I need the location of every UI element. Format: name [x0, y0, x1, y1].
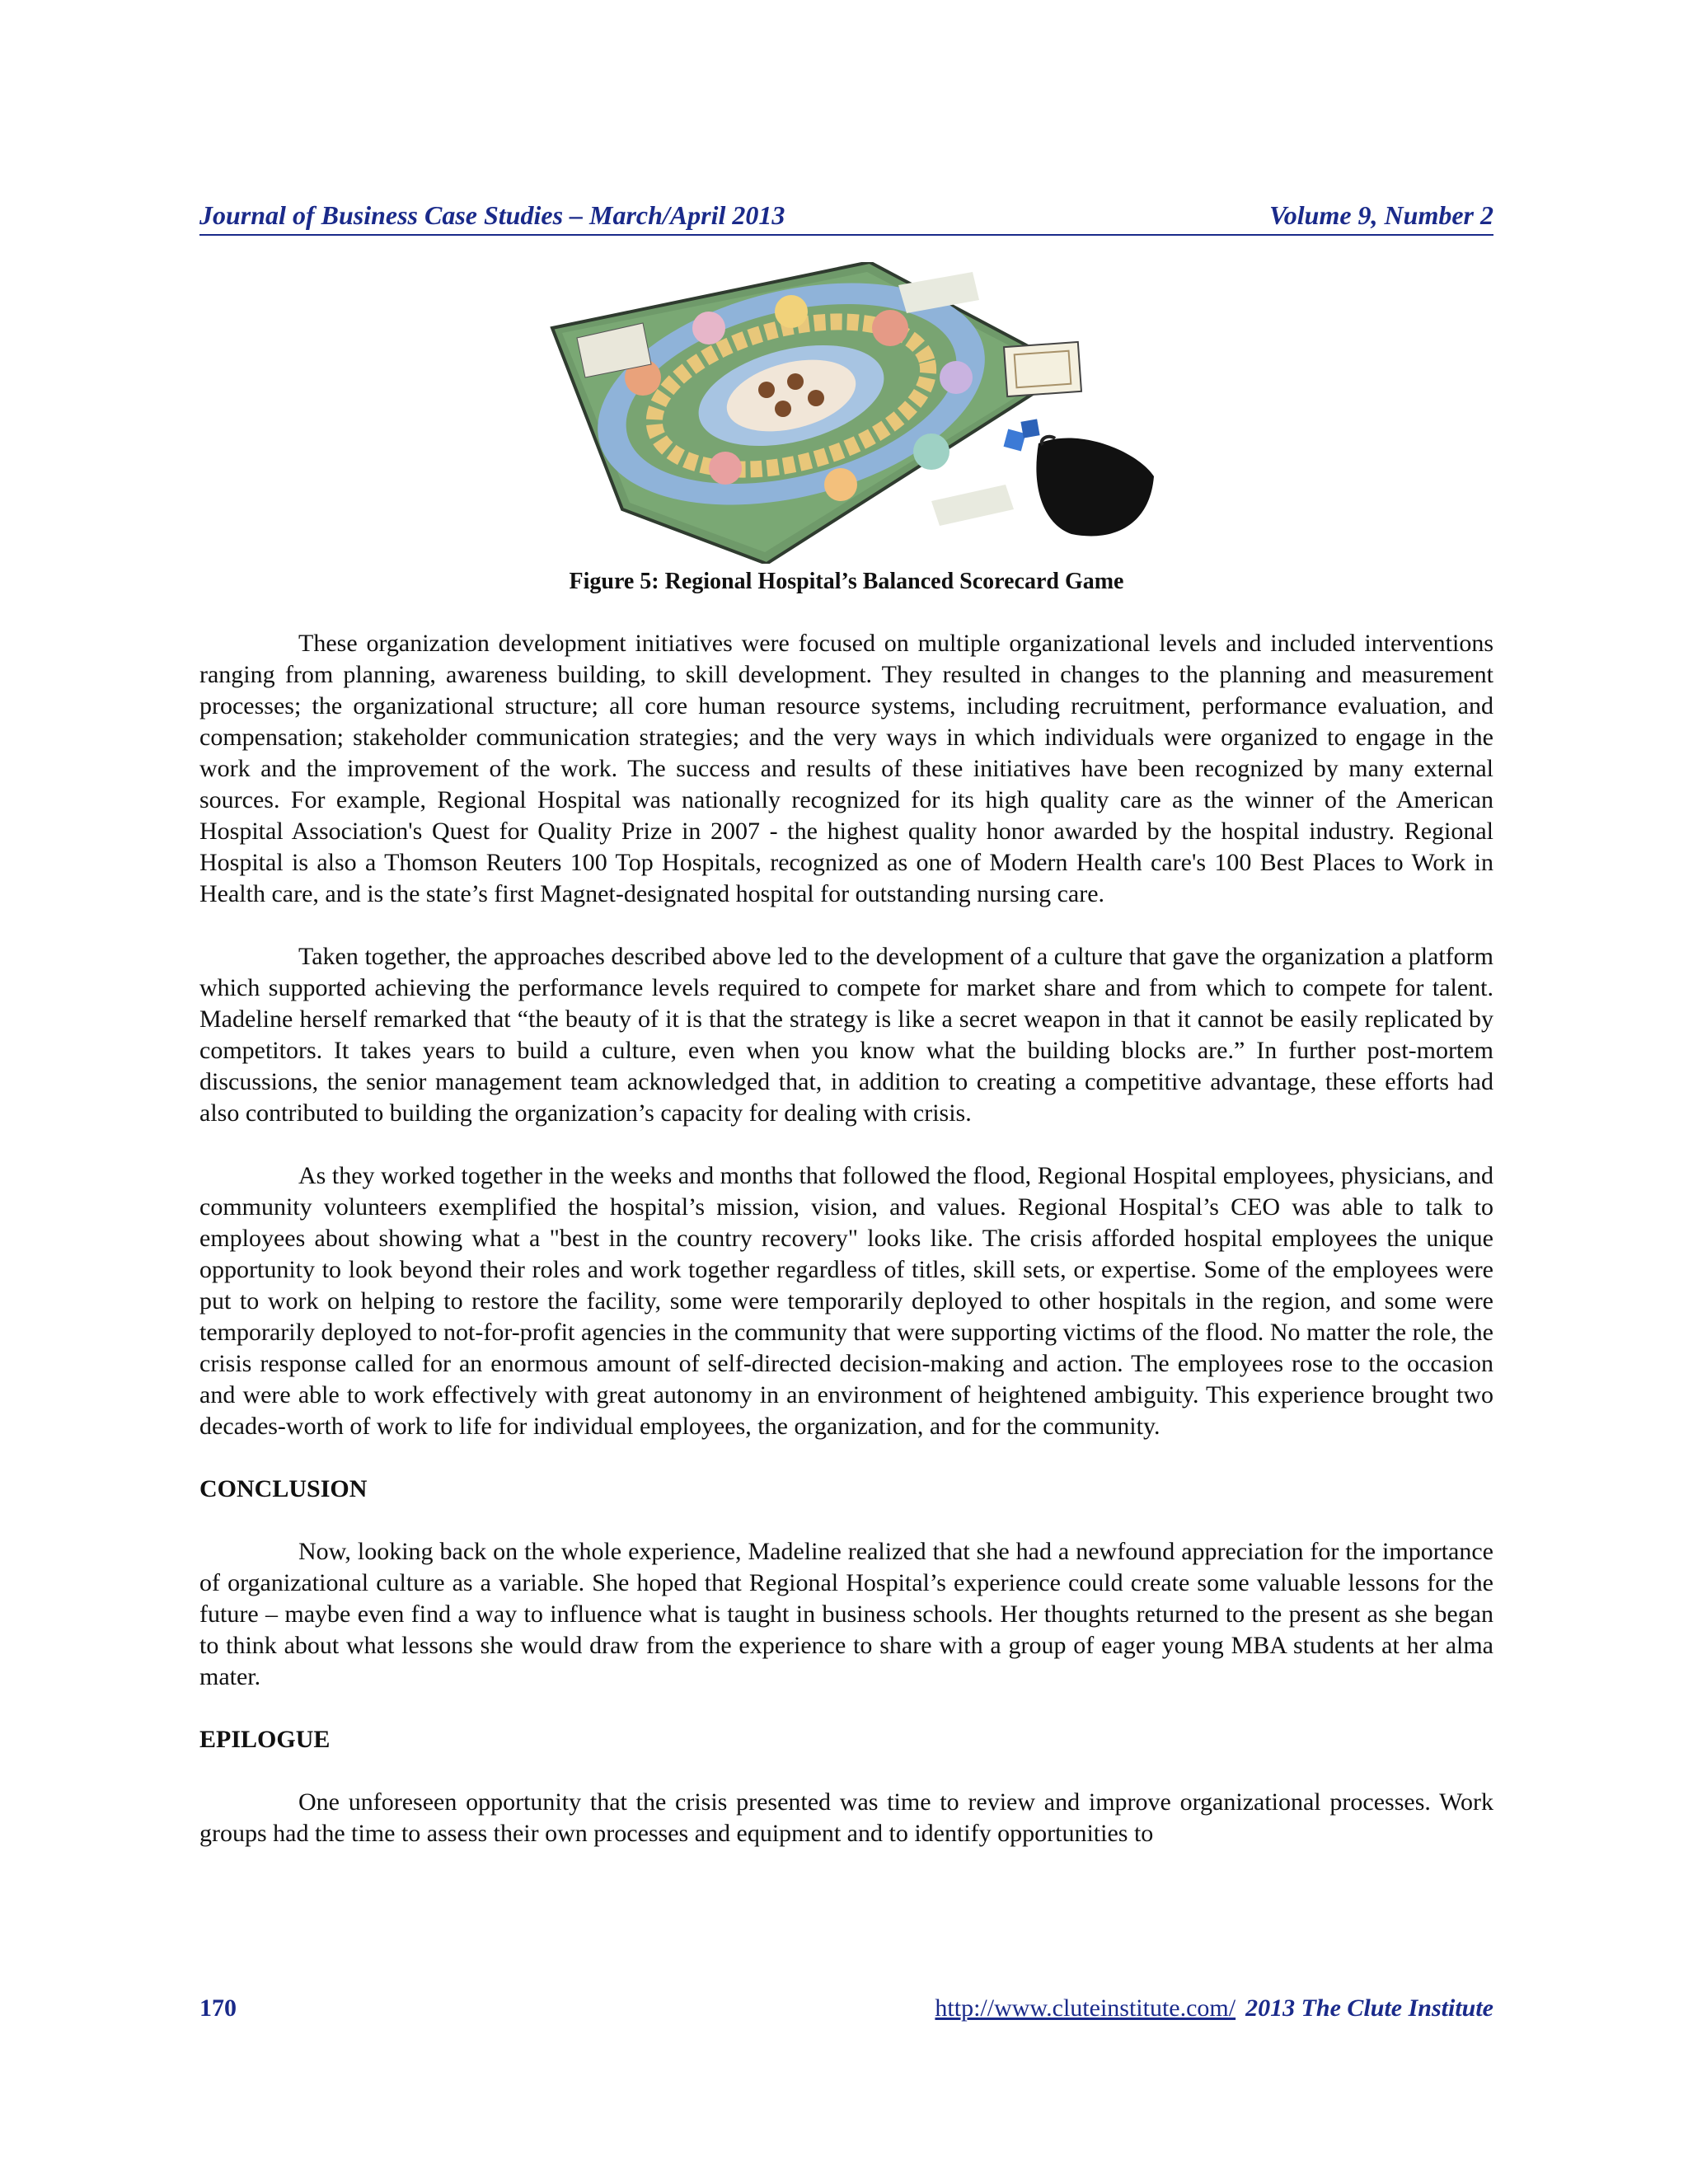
page-number: 170: [199, 1994, 237, 2022]
paragraph-epilogue: One unforeseen opportunity that the crisis presented was time to review and improve organizational processes. Work groups had the time to assess their own processes and equipment and to identify opportunities to: [199, 1788, 1493, 1847]
paragraph-culture: Taken together, the approaches described above led to the development of a culture that gave the organization a platform which supported achieving the performance levels required to compete for market share and from which to compete for talent. Madeline herself remarked that “the beauty of it is that the strategy is like a secret weapon in that it cannot be easily replicated by competitors. It takes years to build a culture, even when you know what the building blocks are.” In further post-mortem discussions, the senior management team acknowledged that, in addition to creating a competitive advantage, these efforts had also contributed to building the organization’s capacity for dealing with crisis.: [199, 943, 1493, 1127]
journal-title: Journal of Business Case Studies – March/April 2013: [199, 200, 785, 230]
running-header: [199, 198, 1493, 236]
publisher-name: 2013 The Clute Institute: [1245, 1994, 1493, 2022]
volume-number: Volume 9, Number 2: [1268, 200, 1493, 230]
paragraph-conclusion: Now, looking back on the whole experience, Madeline realized that she had a newfound appreciation for the importance of organizational culture as a variable. She hoped that Regional Hospital’s experience could create some valuable lessons for the future – maybe even find a way to influence what is taught in business schools. Her thoughts returned to the present as she began to think about what lessons she would draw from the experience to share with a group of eager young MBA students at her alma mater.: [199, 1538, 1493, 1690]
conclusion-heading: CONCLUSION: [199, 1475, 368, 1502]
board-game-illustration: [544, 262, 1170, 564]
article-body: [199, 628, 1493, 1881]
page-footer: [199, 1994, 1493, 2027]
epilogue-heading: EPILOGUE: [199, 1726, 331, 1753]
figure-caption: Figure 5: Regional Hospital’s Balanced Scorecard Game: [569, 569, 1124, 594]
publisher-link[interactable]: http://www.cluteinstitute.com/: [935, 1994, 1236, 2022]
paragraph-initiatives: These organization development initiatives were focused on multiple organizational levels and included interventions ranging from planning, awareness building, to skill development. They resulted in changes to the planning and measurement processes; the organizational structure; all core human resource systems, including recruitment, performance evaluation, and compensation; stakeholder communication strategies; and the very ways in which individuals were organized to engage in the work and the improvement of the work. The success and results of these initiatives have been recognized by many external sources. For example, Regional Hospital was nationally recognized for its high quality care as the winner of the American Hospital Association's Quest for Quality Prize in 2007 - the highest quality honor awarded by the hospital industry. Regional Hospital is also a Thomson Reuters 100 Top Hospitals, recognized as one of Modern Health care's 100 Best Places to Work in Health care, and is the state’s first Magnet-designated hospital for outstanding nursing care.: [199, 630, 1493, 907]
board-game-figure: [544, 262, 1170, 564]
paragraph-flood-response: As they worked together in the weeks and months that followed the flood, Regional Hospital employees, physicians, and community volunteers exemplified the hospital’s mission, vision, and values. Regional Hospital’s CEO was able to talk to employees about showing what a "best in the country recovery" looks like. The crisis afforded hospital employees the unique opportunity to look beyond their roles and work together regardless of titles, skill sets, or expertise. Some of the employees were put to work on helping to restore the facility, some were temporarily deployed to other hospitals in the region, and some were temporarily deployed to not-for-profit agencies in the community that were supporting victims of the flood. No matter the role, the crisis response called for an enormous amount of self-directed decision-making and action. The employees rose to the occasion and were able to work effectively with great autonomy in an environment of heightened ambiguity. This experience brought two decades-worth of work to life for individual employees, the organization, and for the community.: [199, 1162, 1493, 1440]
footer-right: [935, 1994, 1493, 2022]
